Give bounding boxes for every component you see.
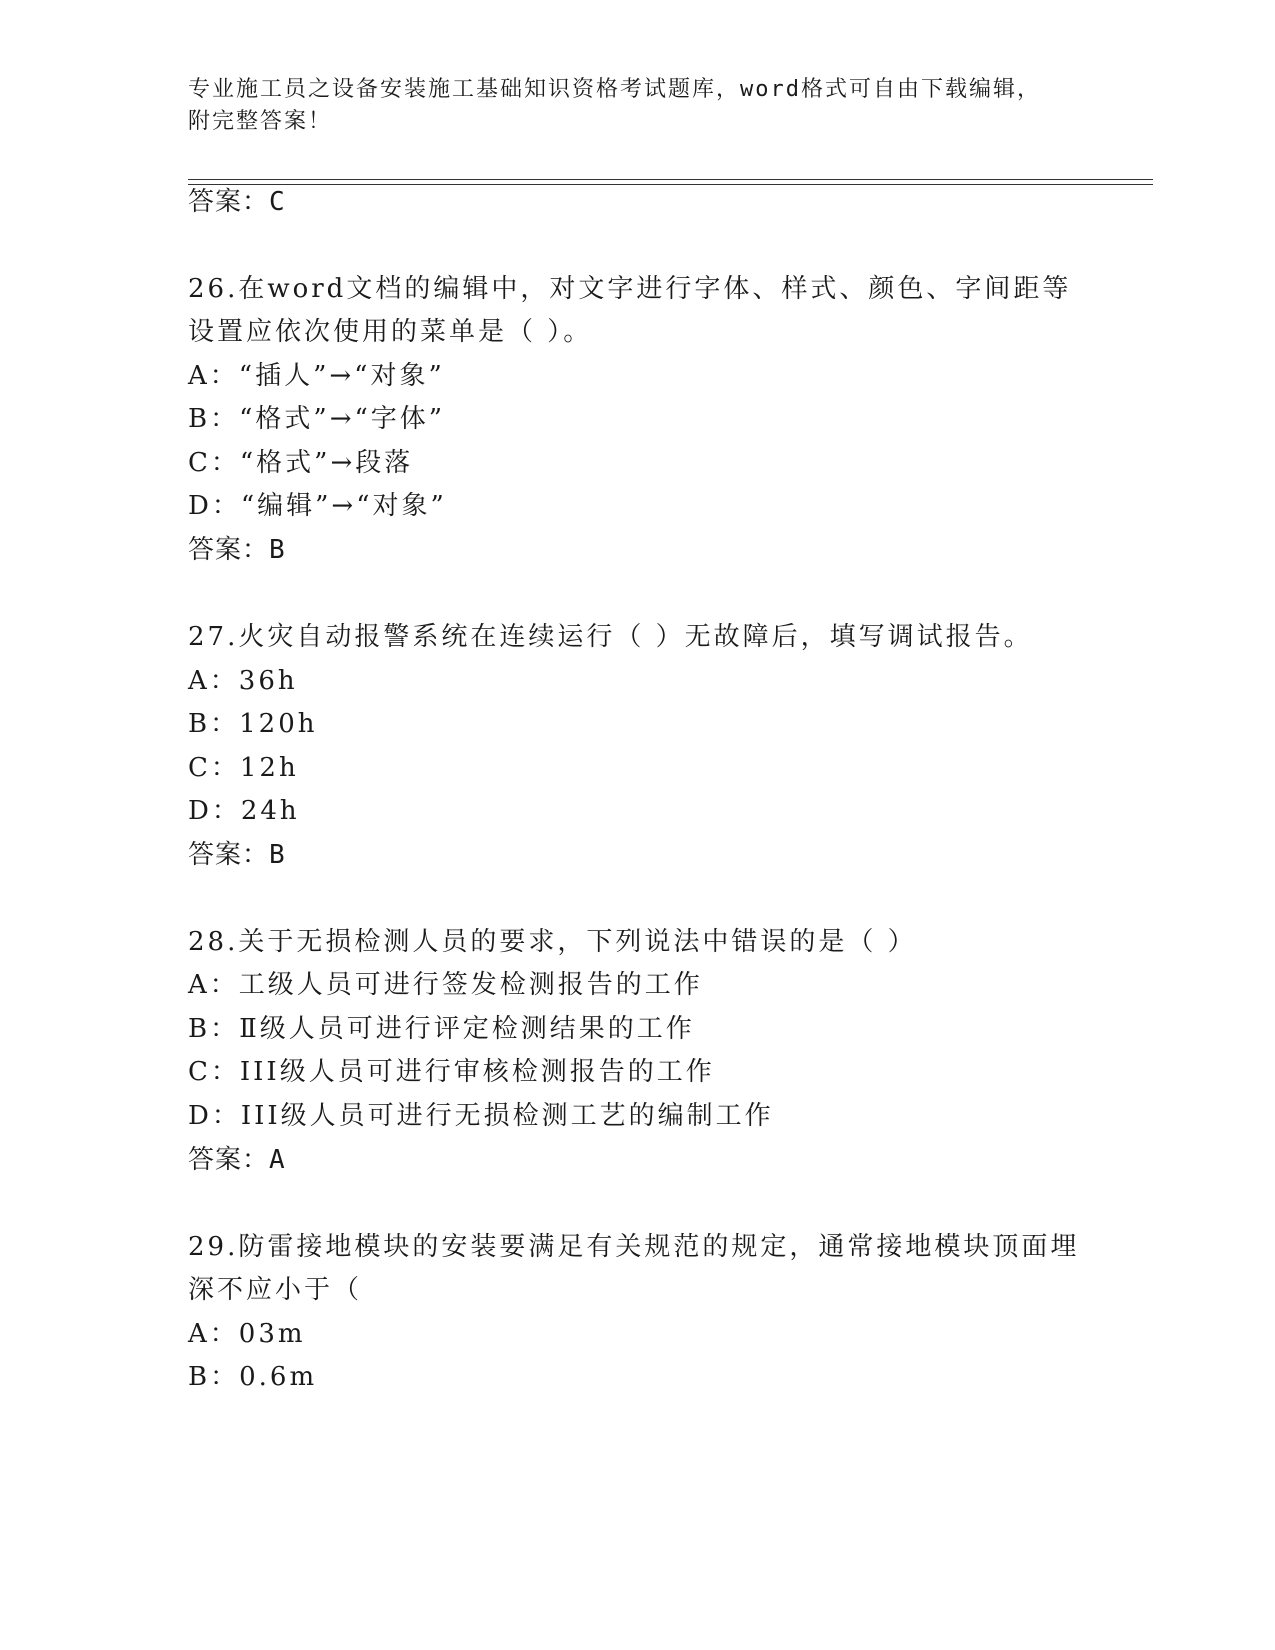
- question-29-stem-line-1: 29.防雷接地模块的安装要满足有关规范的规定，通常接地模块顶面埋: [188, 1232, 1080, 1262]
- header-line-2: 附完整答案！: [188, 109, 333, 134]
- question-27-answer: 答案：B: [188, 840, 286, 870]
- question-28-option-b: B：Ⅱ级人员可进行评定检测结果的工作: [188, 1014, 695, 1044]
- question-29-option-a: A：03m: [188, 1319, 306, 1349]
- question-28-option-a: A：工级人员可进行签发检测报告的工作: [188, 970, 703, 1000]
- question-26-stem-line-2: 设置应依次使用的菜单是（ ）。: [188, 317, 593, 347]
- header-line-1: 专业施工员之设备安装施工基础知识资格考试题库，word格式可自由下载编辑，: [188, 77, 1041, 102]
- question-29-option-b: B：0.6m: [188, 1362, 318, 1392]
- question-28-stem-line-1: 28.关于无损检测人员的要求，下列说法中错误的是（ ）: [188, 927, 917, 957]
- question-27-option-a: A：36h: [188, 666, 298, 696]
- document-header: [188, 74, 1088, 138]
- question-27-option-b: B：120h: [188, 709, 318, 739]
- question-26-option-d: D：“编辑”→“对象”: [188, 491, 447, 521]
- question-26-stem-line-1: 26.在word文档的编辑中，对文字进行字体、样式、颜色、字间距等: [188, 274, 1072, 304]
- question-26-option-a: A：“插人”→“对象”: [188, 361, 445, 391]
- question-29-stem-line-2: 深不应小于（: [188, 1275, 363, 1305]
- question-28-option-c: C：III级人员可进行审核检测报告的工作: [188, 1057, 715, 1087]
- question-28-answer: 答案：A: [188, 1145, 286, 1175]
- question-27-option-c: C：12h: [188, 753, 299, 783]
- question-27-option-d: D：24h: [188, 796, 300, 826]
- question-26-option-b: B：“格式”→“字体”: [188, 404, 446, 434]
- header-divider-bottom: [188, 184, 1153, 185]
- question-27-stem-line-1: 27.火灾自动报警系统在连续运行（ ）无故障后，填写调试报告。: [188, 622, 1033, 652]
- answer-line: 答案：C: [188, 187, 286, 217]
- question-26-option-c: C：“格式”→段落: [188, 448, 414, 478]
- question-26-answer: 答案：B: [188, 535, 286, 565]
- question-28-option-d: D：III级人员可进行无损检测工艺的编制工作: [188, 1101, 774, 1131]
- header-divider-top: [188, 179, 1153, 180]
